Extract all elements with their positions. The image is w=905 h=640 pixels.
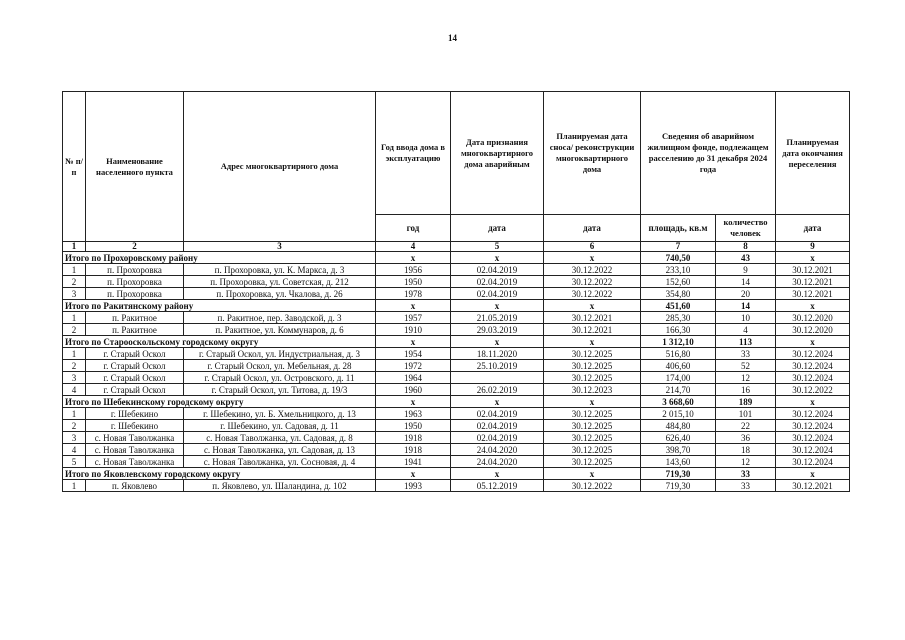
people-cell: 189 xyxy=(716,396,776,408)
year-cell: 1964 xyxy=(376,372,451,384)
locality-cell: п. Прохоровка xyxy=(86,276,184,288)
locality-cell: г. Шебекино xyxy=(86,408,184,420)
recognition-date-cell: 02.04.2019 xyxy=(451,288,544,300)
year-cell: 1956 xyxy=(376,264,451,276)
column-number-row xyxy=(63,242,850,252)
row-number: 2 xyxy=(63,420,86,432)
end-date-cell: 30.12.2024 xyxy=(776,444,850,456)
address-cell: с. Новая Таволжанка, ул. Садовая, д. 8 xyxy=(184,432,376,444)
area-cell: 233,10 xyxy=(641,264,716,276)
area-cell: 285,30 xyxy=(641,312,716,324)
locality-cell: п. Прохоровка xyxy=(86,288,184,300)
area-cell: 143,60 xyxy=(641,456,716,468)
total-label: Итого по Ракитянскому району xyxy=(63,300,376,312)
people-cell: 33 xyxy=(716,348,776,360)
people-cell: 12 xyxy=(716,372,776,384)
district-total-row xyxy=(63,252,850,264)
people-cell: 16 xyxy=(716,384,776,396)
column-number: 9 xyxy=(776,242,850,252)
people-cell: 36 xyxy=(716,432,776,444)
table-row xyxy=(63,456,850,468)
column-number: 1 xyxy=(63,242,86,252)
table-row xyxy=(63,324,850,336)
people-cell: 9 xyxy=(716,264,776,276)
area-cell: 451,60 xyxy=(641,300,716,312)
year-cell: x xyxy=(376,336,451,348)
locality-cell: п. Прохоровка xyxy=(86,264,184,276)
area-cell: 516,80 xyxy=(641,348,716,360)
row-number: 1 xyxy=(63,480,86,492)
people-cell: 18 xyxy=(716,444,776,456)
locality-cell: г. Шебекино xyxy=(86,420,184,432)
subheader-demolition: дата xyxy=(544,215,641,242)
district-total-row xyxy=(63,336,850,348)
table-row xyxy=(63,480,850,492)
recognition-date-cell: 25.10.2019 xyxy=(451,360,544,372)
header-recognition: Дата признания многоквартирного дома аварийным xyxy=(451,92,544,215)
area-cell: 166,30 xyxy=(641,324,716,336)
people-cell: 4 xyxy=(716,324,776,336)
recognition-date-cell: 02.04.2019 xyxy=(451,408,544,420)
area-cell: 3 668,60 xyxy=(641,396,716,408)
total-label: Итого по Шебекинскому городскому округу xyxy=(63,396,376,408)
demolition-date-cell: 30.12.2022 xyxy=(544,264,641,276)
recognition-date-cell: 29.03.2019 xyxy=(451,324,544,336)
row-number: 3 xyxy=(63,432,86,444)
demolition-date-cell: 30.12.2022 xyxy=(544,276,641,288)
year-cell: x xyxy=(376,252,451,264)
people-cell: 101 xyxy=(716,408,776,420)
header-info: Сведения об аварийном жилищном фонде, подлежащем расселению до 31 декабря 2024 года xyxy=(641,92,776,215)
table-row xyxy=(63,372,850,384)
demolition-date-cell: 30.12.2025 xyxy=(544,456,641,468)
header-address: Адрес многоквартирного дома xyxy=(184,92,376,242)
year-cell: 1972 xyxy=(376,360,451,372)
address-cell: г. Старый Оскол, ул. Титова, д. 19/3 xyxy=(184,384,376,396)
end-date-cell: 30.12.2021 xyxy=(776,276,850,288)
locality-cell: с. Новая Таволжанка xyxy=(86,432,184,444)
table-row xyxy=(63,312,850,324)
area-cell: 740,50 xyxy=(641,252,716,264)
table-row xyxy=(63,348,850,360)
demolition-date-cell: 30.12.2025 xyxy=(544,432,641,444)
year-cell: 1963 xyxy=(376,408,451,420)
end-date-cell: 30.12.2024 xyxy=(776,408,850,420)
table-row xyxy=(63,264,850,276)
recognition-date-cell: x xyxy=(451,300,544,312)
year-cell: x xyxy=(376,300,451,312)
recognition-date-cell: 02.04.2019 xyxy=(451,432,544,444)
total-label: Итого по Яковлевскому городскому округу xyxy=(63,468,376,480)
people-cell: 12 xyxy=(716,456,776,468)
table-row xyxy=(63,360,850,372)
people-cell: 113 xyxy=(716,336,776,348)
end-date-cell: 30.12.2021 xyxy=(776,264,850,276)
total-label: Итого по Старооскольскому городскому округу xyxy=(63,336,376,348)
end-date-cell: x xyxy=(776,300,850,312)
address-cell: г. Шебекино, ул. Б. Хмельницкого, д. 13 xyxy=(184,408,376,420)
demolition-date-cell: 30.12.2025 xyxy=(544,348,641,360)
recognition-date-cell: 02.04.2019 xyxy=(451,264,544,276)
row-number: 1 xyxy=(63,408,86,420)
table-row xyxy=(63,288,850,300)
recognition-date-cell: 26.02.2019 xyxy=(451,384,544,396)
demolition-date-cell: x xyxy=(544,468,641,480)
recognition-date-cell: 02.04.2019 xyxy=(451,420,544,432)
end-date-cell: 30.12.2024 xyxy=(776,348,850,360)
demolition-date-cell: 30.12.2025 xyxy=(544,372,641,384)
year-cell: 1918 xyxy=(376,432,451,444)
header-row xyxy=(63,92,850,215)
people-cell: 14 xyxy=(716,276,776,288)
end-date-cell: x xyxy=(776,396,850,408)
demolition-date-cell: x xyxy=(544,396,641,408)
table-row xyxy=(63,432,850,444)
column-number: 3 xyxy=(184,242,376,252)
recognition-date-cell: x xyxy=(451,396,544,408)
subheader-recognition: дата xyxy=(451,215,544,242)
subheader-people: количество человек xyxy=(716,215,776,242)
header-n: № п/п xyxy=(63,92,86,242)
subheader-area: площадь, кв.м xyxy=(641,215,716,242)
row-number: 3 xyxy=(63,372,86,384)
year-cell: 1978 xyxy=(376,288,451,300)
locality-cell: п. Ракитное xyxy=(86,312,184,324)
resettlement-table xyxy=(62,91,850,492)
people-cell: 22 xyxy=(716,420,776,432)
recognition-date-cell: 02.04.2019 xyxy=(451,276,544,288)
area-cell: 174,00 xyxy=(641,372,716,384)
end-date-cell: 30.12.2024 xyxy=(776,360,850,372)
locality-cell: г. Старый Оскол xyxy=(86,360,184,372)
end-date-cell: 30.12.2024 xyxy=(776,456,850,468)
column-number: 4 xyxy=(376,242,451,252)
end-date-cell: 30.12.2021 xyxy=(776,288,850,300)
address-cell: п. Прохоровка, ул. Чкалова, д. 26 xyxy=(184,288,376,300)
recognition-date-cell: x xyxy=(451,336,544,348)
demolition-date-cell: 30.12.2023 xyxy=(544,384,641,396)
column-number: 2 xyxy=(86,242,184,252)
table-row xyxy=(63,276,850,288)
end-date-cell: x xyxy=(776,252,850,264)
address-cell: г. Старый Оскол, ул. Индустриальная, д. 3 xyxy=(184,348,376,360)
recognition-date-cell: 24.04.2020 xyxy=(451,444,544,456)
area-cell: 398,70 xyxy=(641,444,716,456)
demolition-date-cell: 30.12.2021 xyxy=(544,324,641,336)
column-number: 8 xyxy=(716,242,776,252)
locality-cell: г. Старый Оскол xyxy=(86,372,184,384)
locality-cell: с. Новая Таволжанка xyxy=(86,444,184,456)
recognition-date-cell: 18.11.2020 xyxy=(451,348,544,360)
area-cell: 1 312,10 xyxy=(641,336,716,348)
demolition-date-cell: 30.12.2025 xyxy=(544,408,641,420)
end-date-cell: 30.12.2020 xyxy=(776,324,850,336)
year-cell: 1960 xyxy=(376,384,451,396)
table-row xyxy=(63,420,850,432)
people-cell: 33 xyxy=(716,480,776,492)
demolition-date-cell: x xyxy=(544,252,641,264)
address-cell: п. Ракитное, пер. Заводской, д. 3 xyxy=(184,312,376,324)
year-cell: 1950 xyxy=(376,420,451,432)
year-cell: 1954 xyxy=(376,348,451,360)
end-date-cell: 30.12.2021 xyxy=(776,480,850,492)
demolition-date-cell: 30.12.2025 xyxy=(544,360,641,372)
subheader-year: год xyxy=(376,215,451,242)
end-date-cell: 30.12.2024 xyxy=(776,420,850,432)
area-cell: 214,70 xyxy=(641,384,716,396)
area-cell: 484,80 xyxy=(641,420,716,432)
area-cell: 354,80 xyxy=(641,288,716,300)
year-cell: 1957 xyxy=(376,312,451,324)
address-cell: г. Старый Оскол, ул. Островского, д. 11 xyxy=(184,372,376,384)
row-number: 1 xyxy=(63,264,86,276)
demolition-date-cell: 30.12.2025 xyxy=(544,444,641,456)
page-number: 14 xyxy=(448,33,457,43)
recognition-date-cell: 21.05.2019 xyxy=(451,312,544,324)
area-cell: 152,60 xyxy=(641,276,716,288)
row-number: 4 xyxy=(63,444,86,456)
demolition-date-cell: 30.12.2025 xyxy=(544,420,641,432)
recognition-date-cell: 05.12.2019 xyxy=(451,480,544,492)
district-total-row xyxy=(63,300,850,312)
row-number: 1 xyxy=(63,312,86,324)
row-number: 4 xyxy=(63,384,86,396)
year-cell: 1950 xyxy=(376,276,451,288)
people-cell: 14 xyxy=(716,300,776,312)
year-cell: x xyxy=(376,468,451,480)
year-cell: 1910 xyxy=(376,324,451,336)
table-row xyxy=(63,384,850,396)
demolition-date-cell: x xyxy=(544,300,641,312)
address-cell: п. Яковлево, ул. Шаландина, д. 102 xyxy=(184,480,376,492)
total-label: Итого по Прохоровскому району xyxy=(63,252,376,264)
people-cell: 10 xyxy=(716,312,776,324)
year-cell: 1941 xyxy=(376,456,451,468)
end-date-cell: 30.12.2024 xyxy=(776,432,850,444)
header-end: Планируемая дата окончания переселения xyxy=(776,92,850,215)
district-total-row xyxy=(63,396,850,408)
column-number: 5 xyxy=(451,242,544,252)
address-cell: с. Новая Таволжанка, ул. Садовая, д. 13 xyxy=(184,444,376,456)
people-cell: 52 xyxy=(716,360,776,372)
address-cell: г. Старый Оскол, ул. Мебельная, д. 28 xyxy=(184,360,376,372)
row-number: 1 xyxy=(63,348,86,360)
end-date-cell: 30.12.2020 xyxy=(776,312,850,324)
locality-cell: г. Старый Оскол xyxy=(86,348,184,360)
header-demolition: Планируемая дата сноса/ реконструкции многоквартирного дома xyxy=(544,92,641,215)
area-cell: 719,30 xyxy=(641,480,716,492)
demolition-date-cell: 30.12.2021 xyxy=(544,312,641,324)
area-cell: 2 015,10 xyxy=(641,408,716,420)
address-cell: г. Шебекино, ул. Садовая, д. 11 xyxy=(184,420,376,432)
year-cell: 1993 xyxy=(376,480,451,492)
people-cell: 43 xyxy=(716,252,776,264)
end-date-cell: x xyxy=(776,468,850,480)
demolition-date-cell: 30.12.2022 xyxy=(544,480,641,492)
end-date-cell: x xyxy=(776,336,850,348)
table-row xyxy=(63,444,850,456)
column-number: 6 xyxy=(544,242,641,252)
people-cell: 20 xyxy=(716,288,776,300)
row-number: 5 xyxy=(63,456,86,468)
column-number: 7 xyxy=(641,242,716,252)
subheader-end: дата xyxy=(776,215,850,242)
table-row xyxy=(63,408,850,420)
locality-cell: п. Ракитное xyxy=(86,324,184,336)
address-cell: п. Ракитное, ул. Коммунаров, д. 6 xyxy=(184,324,376,336)
people-cell: 33 xyxy=(716,468,776,480)
row-number: 2 xyxy=(63,360,86,372)
locality-cell: г. Старый Оскол xyxy=(86,384,184,396)
end-date-cell: 30.12.2022 xyxy=(776,384,850,396)
row-number: 3 xyxy=(63,288,86,300)
area-cell: 626,40 xyxy=(641,432,716,444)
end-date-cell: 30.12.2024 xyxy=(776,372,850,384)
demolition-date-cell: x xyxy=(544,336,641,348)
demolition-date-cell: 30.12.2022 xyxy=(544,288,641,300)
row-number: 2 xyxy=(63,276,86,288)
address-cell: с. Новая Таволжанка, ул. Сосновая, д. 4 xyxy=(184,456,376,468)
header-locality: Наименование населенного пункта xyxy=(86,92,184,242)
area-cell: 406,60 xyxy=(641,360,716,372)
address-cell: п. Прохоровка, ул. Советская, д. 212 xyxy=(184,276,376,288)
area-cell: 719,30 xyxy=(641,468,716,480)
year-cell: x xyxy=(376,396,451,408)
recognition-date-cell: x xyxy=(451,252,544,264)
row-number: 2 xyxy=(63,324,86,336)
recognition-date-cell: 24.04.2020 xyxy=(451,456,544,468)
locality-cell: с. Новая Таволжанка xyxy=(86,456,184,468)
address-cell: п. Прохоровка, ул. К. Маркса, д. 3 xyxy=(184,264,376,276)
year-cell: 1918 xyxy=(376,444,451,456)
district-total-row xyxy=(63,468,850,480)
header-year: Год ввода дома в эксплуатацию xyxy=(376,92,451,215)
locality-cell: п. Яковлево xyxy=(86,480,184,492)
recognition-date-cell xyxy=(451,372,544,384)
recognition-date-cell: x xyxy=(451,468,544,480)
